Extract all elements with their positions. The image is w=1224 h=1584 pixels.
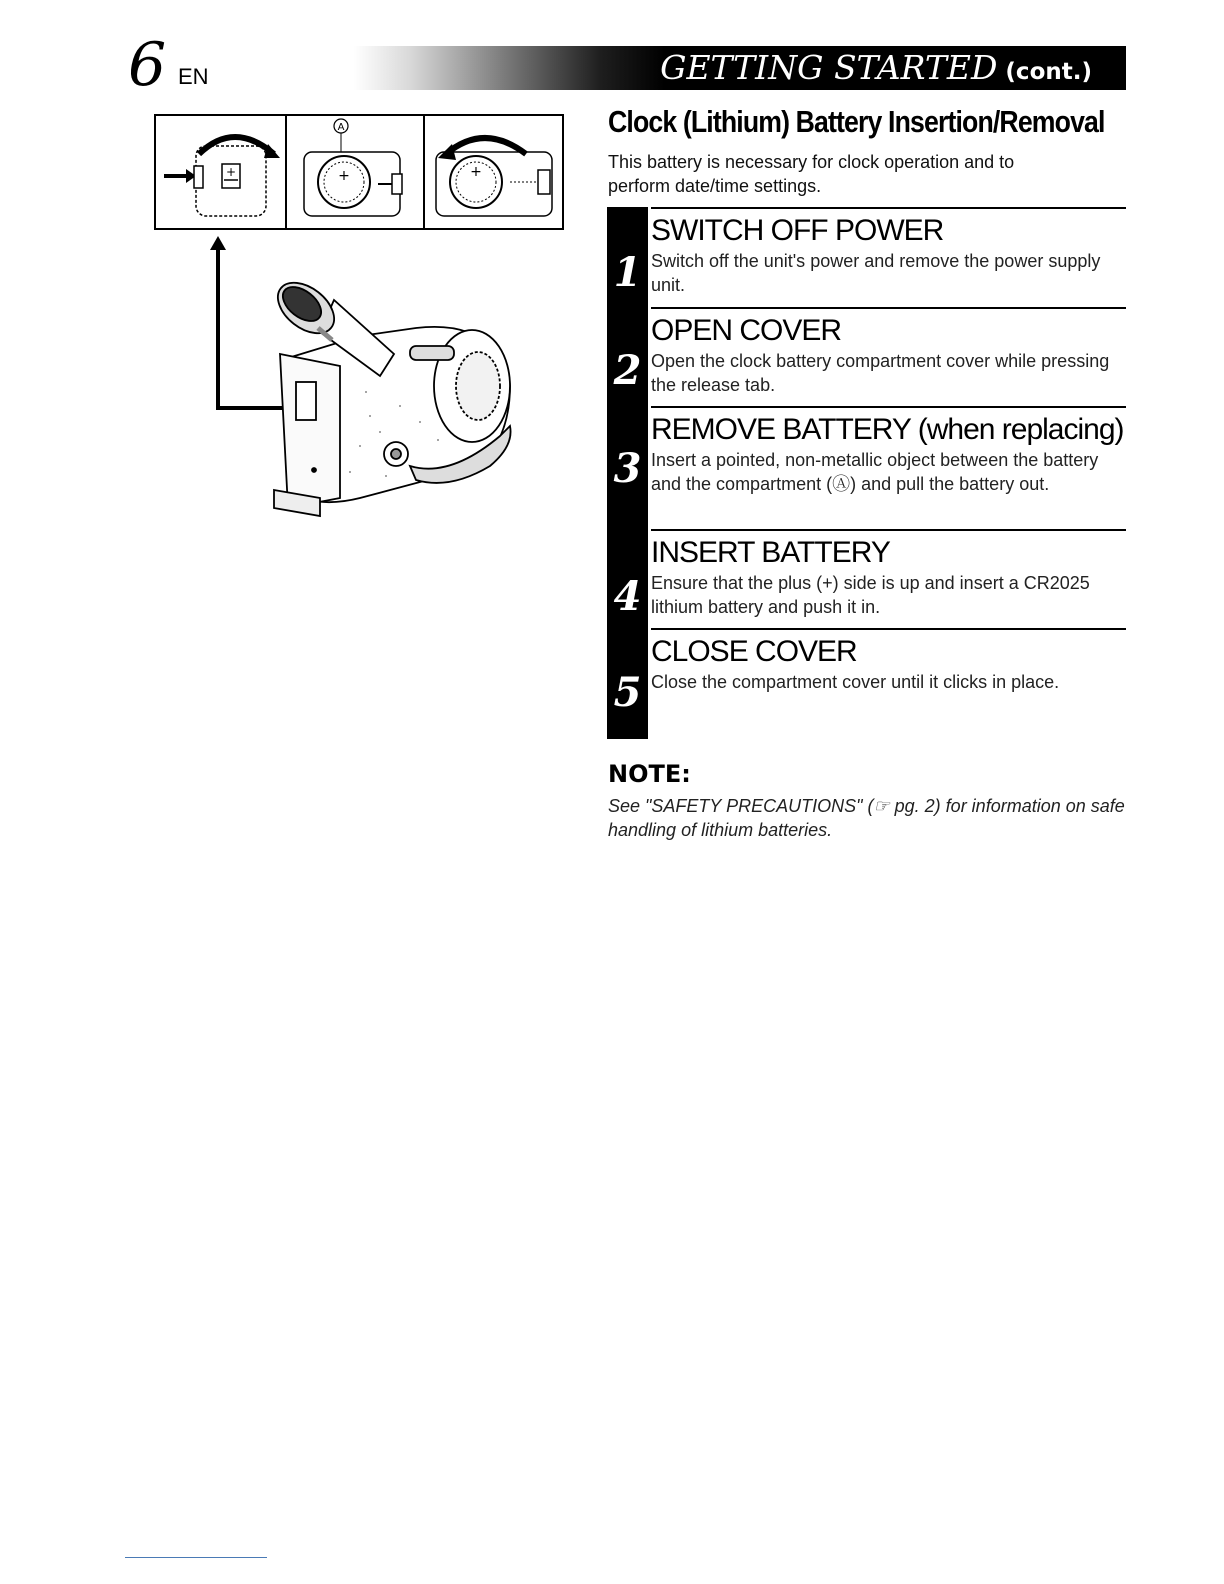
- note-text: See "SAFETY PRECAUTIONS" (☞ pg. 2) for information on safe handling of lithium batteries.: [608, 796, 1125, 840]
- step-text: Ensure that the plus (+) side is up and insert a CR2025 lithium battery and push it in.: [651, 573, 1090, 617]
- diagram-plus-label-2: +: [338, 168, 350, 184]
- section-title: Clock (Lithium) Battery Insertion/Removal: [608, 104, 1105, 139]
- header-banner: [330, 46, 1126, 90]
- scan-edge-line: [125, 1557, 267, 1558]
- header-title: [660, 46, 1092, 90]
- step-rule: [651, 406, 1126, 408]
- camcorder-body: [268, 273, 510, 516]
- step-title: CLOSE COVER: [651, 635, 857, 668]
- step-rule: [651, 207, 1126, 209]
- step-text: Open the clock battery compartment cover while pressing the release tab.: [651, 351, 1110, 395]
- page-language: EN: [178, 64, 209, 89]
- diagram-plus-label: +: [225, 165, 237, 179]
- section-intro: This battery is necessary for clock operation and to perform date/time settings.: [608, 152, 1015, 196]
- step-rule: [651, 307, 1126, 309]
- step-5: [651, 628, 1126, 694]
- header-cont: (cont.): [1005, 59, 1092, 85]
- step-rule: [651, 529, 1126, 531]
- step-number-3: 3: [613, 445, 642, 492]
- diagram-plus-label-3: +: [470, 164, 482, 180]
- step-title: INSERT BATTERY: [651, 536, 890, 569]
- step-text: Insert a pointed, non-metallic object between the battery and the compartment (Ⓐ) and pull the battery out.: [651, 450, 1099, 494]
- battery-cover-diagram: [154, 114, 564, 230]
- step-1: [651, 207, 1126, 297]
- camcorder-illustration: [210, 236, 530, 536]
- note-title: NOTE:: [608, 760, 691, 788]
- header-title-text: GETTING STARTED: [660, 48, 998, 87]
- step-title: OPEN COVER: [651, 314, 842, 347]
- step-title: REMOVE BATTERY (when replacing): [651, 413, 1124, 446]
- step-title: SWITCH OFF POWER: [651, 214, 944, 247]
- diagram-marker-a: A: [337, 122, 345, 133]
- step-number-2: 2: [613, 347, 642, 394]
- step-number-4: 4: [613, 573, 642, 620]
- step-text: Switch off the unit's power and remove the power supply unit.: [651, 251, 1101, 295]
- page-number: 6: [128, 30, 167, 100]
- step-number-bar: [607, 207, 648, 739]
- step-number-5: 5: [613, 669, 642, 716]
- step-number-1: 1: [613, 249, 642, 296]
- step-text: Close the compartment cover until it clicks in place.: [651, 672, 1060, 692]
- step-4: [651, 529, 1126, 619]
- step-rule: [651, 628, 1126, 630]
- step-2: [651, 307, 1126, 397]
- step-3: [651, 406, 1126, 496]
